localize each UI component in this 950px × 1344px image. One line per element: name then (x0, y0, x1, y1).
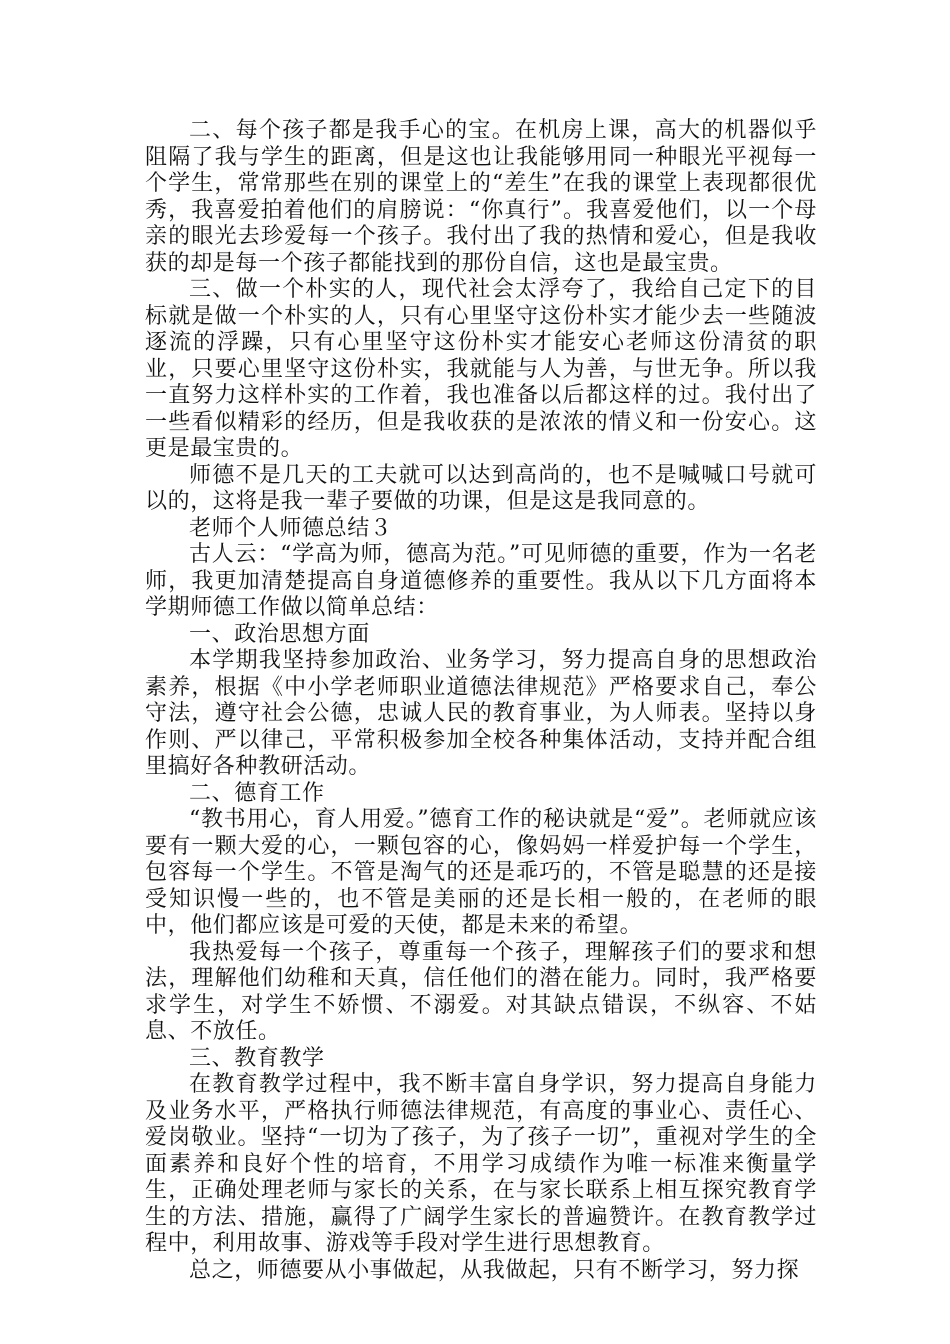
paragraph-ethics-lifelong: 师德不是几天的工夫就可以达到高尚的，也不是喊喊口号就可以的，这将是我一辈子要做的功课，但是这是我同意的。 (145, 462, 817, 514)
paragraph-ancient-saying: 古人云：“学高为师，德高为范。”可见师德的重要，作为一名老师，我更加清楚提高自身道德修养的重要性。我从以下几方面将本学期师德工作做以简单总结： (145, 542, 817, 620)
paragraph-love-every-child: 我热爱每一个孩子，尊重每一个孩子，理解孩子们的要求和想法，理解他们幼稚和天真，信任他们的潜在能力。同时，我严格要求学生，对学生不娇惯、不溺爱。对其缺点错误，不纵容、不姑息、不放任。 (145, 939, 817, 1044)
paragraph-every-child-treasure: 二、每个孩子都是我手心的宝。在机房上课，高大的机器似乎阻隔了我与学生的距离，但是这也让我能够用同一种眼光平视每一个学生，常常那些在别的课堂上的“差生”在我的课堂上表现都很优秀，我喜爱拍着他们的肩膀说：“你真行”。我喜爱他们，以一个母亲的眼光去珍爱每一个孩子。我付出了我的热情和爱心，但是我收获的却是每一个孩子都能找到的那份自信，这也是最宝贵。 (145, 118, 817, 276)
heading-moral-education: 二、德育工作 (189, 780, 325, 806)
heading-teaching: 三、教育教学 (189, 1045, 325, 1071)
paragraph-be-honest-person: 三、做一个朴实的人，现代社会太浮夸了，我给自己定下的目标就是做一个朴实的人，只有心里坚守这份朴实才能少去一些随波逐流的浮躁，只有心里坚守这份朴实才能安心老师这份清贫的职业，只要心里坚守这份朴实，我就能与人为善，与世无争。所以我一直努力这样朴实的工作着，我也准备以后都这样的过。我付出了一些看似精彩的经历，但是我收获的是浓浓的情义和一份安心。这更是最宝贵的。 (145, 277, 817, 461)
paragraph-teaching-process: 在教育教学过程中，我不断丰富自身学识，努力提高自身能力及业务水平，严格执行师德法律规范，有高度的事业心、责任心、爱岗敬业。坚持“一切为了孩子，为了孩子一切”，重视对学生的全面素养和良好个性的培育，不用学习成绩作为唯一标准来衡量学生，正确处理老师与家长的关系，在与家长联系上相互探究教育学生的方法、措施，赢得了广阔学生家长的普遍赞许。在教育教学过程中，利用故事、游戏等手段对学生进行思想教育。 (145, 1072, 817, 1256)
heading-political-thought: 一、政治思想方面 (189, 621, 370, 647)
document-body (145, 118, 817, 1284)
paragraph-political-study: 本学期我坚持参加政治、业务学习，努力提高自身的思想政治素养，根据《中小学老师职业道德法律规范》严格要求自己，奉公守法，遵守社会公德，忠诚人民的教育事业，为人师表。坚持以身作则、严以律己，平常积极参加全校各种集体活动，支持并配合组里搞好各种教研活动。 (145, 648, 817, 779)
paragraph-conclusion: 总之，师德要从小事做起，从我做起，只有不断学习，努力探 (189, 1257, 800, 1283)
section-title-summary-3: 老师个人师德总结３ (189, 515, 393, 541)
paragraph-teach-with-love: “教书用心，育人用爱。”德育工作的秘诀就是“爱”。老师就应该要有一颗大爱的心，一颗包容的心，像妈妈一样爱护每一个学生，包容每一个学生。不管是淘气的还是乖巧的，不管是聪慧的还是接受知识慢一些的，也不管是美丽的还是长相一般的，在老师的眼中，他们都应该是可爱的天使，都是未来的希望。 (145, 807, 817, 938)
